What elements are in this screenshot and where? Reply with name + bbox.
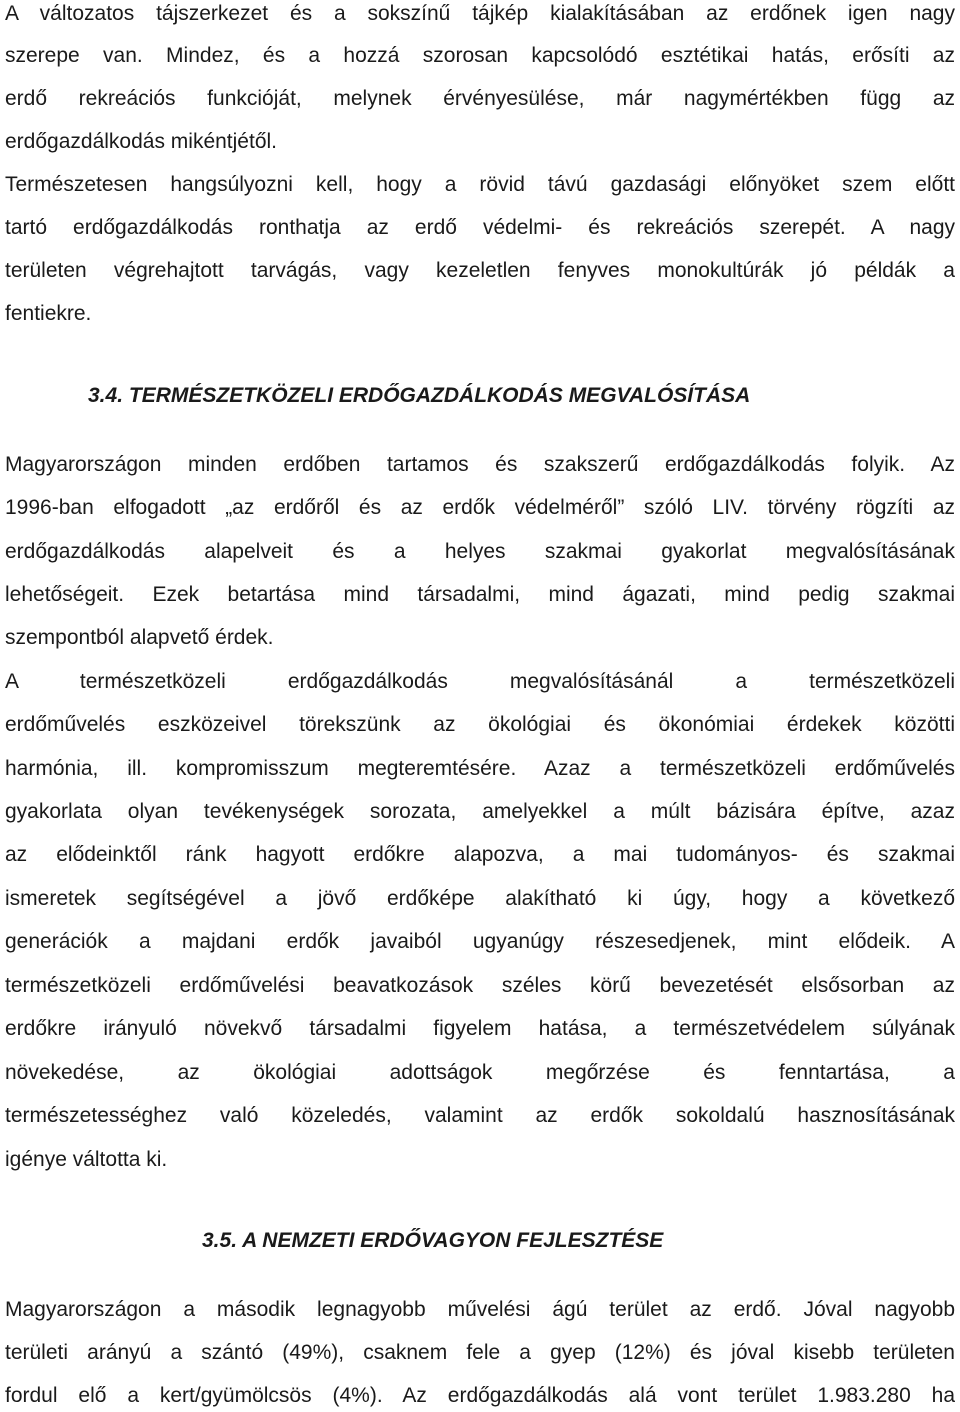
text-line: az elődeinktől ránk hagyott erdőkre alapozva, a mai tudományos- és szakmai — [5, 843, 955, 866]
text-line: A változatos tájszerkezet és a sokszínű tájkép kialakításában az erdőnek igen nagy — [5, 2, 955, 25]
text-line: Magyarországon a második legnagyobb művelési ágú terület az erdő. Jóval nagyobb — [5, 1298, 955, 1321]
section-heading: 3.4. TERMÉSZETKÖZELI ERDŐGAZDÁLKODÁS MEGVALÓSÍTÁSA — [88, 384, 751, 407]
text-line: gyakorlata olyan tevékenységek sorozata, amelyekkel a múlt bázisára építve, azaz — [5, 800, 955, 823]
text-line: erdőgazdálkodás mikéntjétől. — [5, 130, 277, 153]
text-line: erdőkre irányuló növekvő társadalmi figyelem hatása, a természetvédelem súlyának — [5, 1017, 955, 1040]
text-line: erdő rekreációs funkcióját, melynek érvényesülése, már nagymértékben függ az — [5, 87, 955, 110]
text-line: erdőgazdálkodás alapelveit és a helyes szakmai gyakorlat megvalósításának — [5, 540, 955, 563]
text-line: ismeretek segítségével a jövő erdőképe alakítható ki úgy, hogy a következő — [5, 887, 955, 910]
text-line: igénye váltotta ki. — [5, 1148, 168, 1171]
text-line: természetközeli erdőművelési beavatkozások széles körű bevezetését elsősorban az — [5, 974, 955, 997]
text-line: területen végrehajtott tarvágás, vagy kezeletlen fenyves monokultúrák jó példák a — [5, 259, 955, 282]
text-line: erdőművelés eszközeivel törekszünk az ökológiai és ökonómiai érdekek közötti — [5, 713, 955, 736]
text-line: generációk a majdani erdők javaiból ugyanúgy részesedjenek, mint elődeik. A — [5, 930, 955, 953]
section-heading: 3.5. A NEMZETI ERDŐVAGYON FEJLESZTÉSE — [202, 1229, 664, 1252]
text-line: fordul elő a kert/gyümölcsös (4%). Az erdőgazdálkodás alá vont terület 1.983.280 ha — [5, 1384, 955, 1407]
text-line: növekedése, az ökológiai adottságok megőrzése és fenntartása, a — [5, 1061, 955, 1084]
text-line: harmónia, ill. kompromisszum megteremtésére. Azaz a természetközeli erdőművelés — [5, 757, 955, 780]
text-line: Természetesen hangsúlyozni kell, hogy a rövid távú gazdasági előnyöket szem előtt — [5, 173, 955, 196]
text-line: fentiekre. — [5, 302, 92, 325]
text-line: Magyarországon minden erdőben tartamos és szakszerű erdőgazdálkodás folyik. Az — [5, 453, 955, 476]
text-line: szempontból alapvető érdek. — [5, 626, 274, 649]
text-line: lehetőségeit. Ezek betartása mind társadalmi, mind ágazati, mind pedig szakmai — [5, 583, 955, 606]
text-line: tartó erdőgazdálkodás ronthatja az erdő védelmi- és rekreációs szerepét. A nagy — [5, 216, 955, 239]
text-line: A természetközeli erdőgazdálkodás megvalósításánál a természetközeli — [5, 670, 955, 693]
text-line: természetességhez való közeledés, valamint az erdők sokoldalú hasznosításának — [5, 1104, 955, 1127]
text-line: területi arányú a szántó (49%), csaknem fele a gyep (12%) és jóval kisebb területen — [5, 1341, 955, 1364]
text-line: szerepe van. Mindez, és a hozzá szorosan kapcsolódó esztétikai hatás, erősíti az — [5, 44, 955, 67]
text-line: 1996-ban elfogadott „az erdőről és az erdők védelméről” szóló LIV. törvény rögzíti az — [5, 496, 955, 519]
